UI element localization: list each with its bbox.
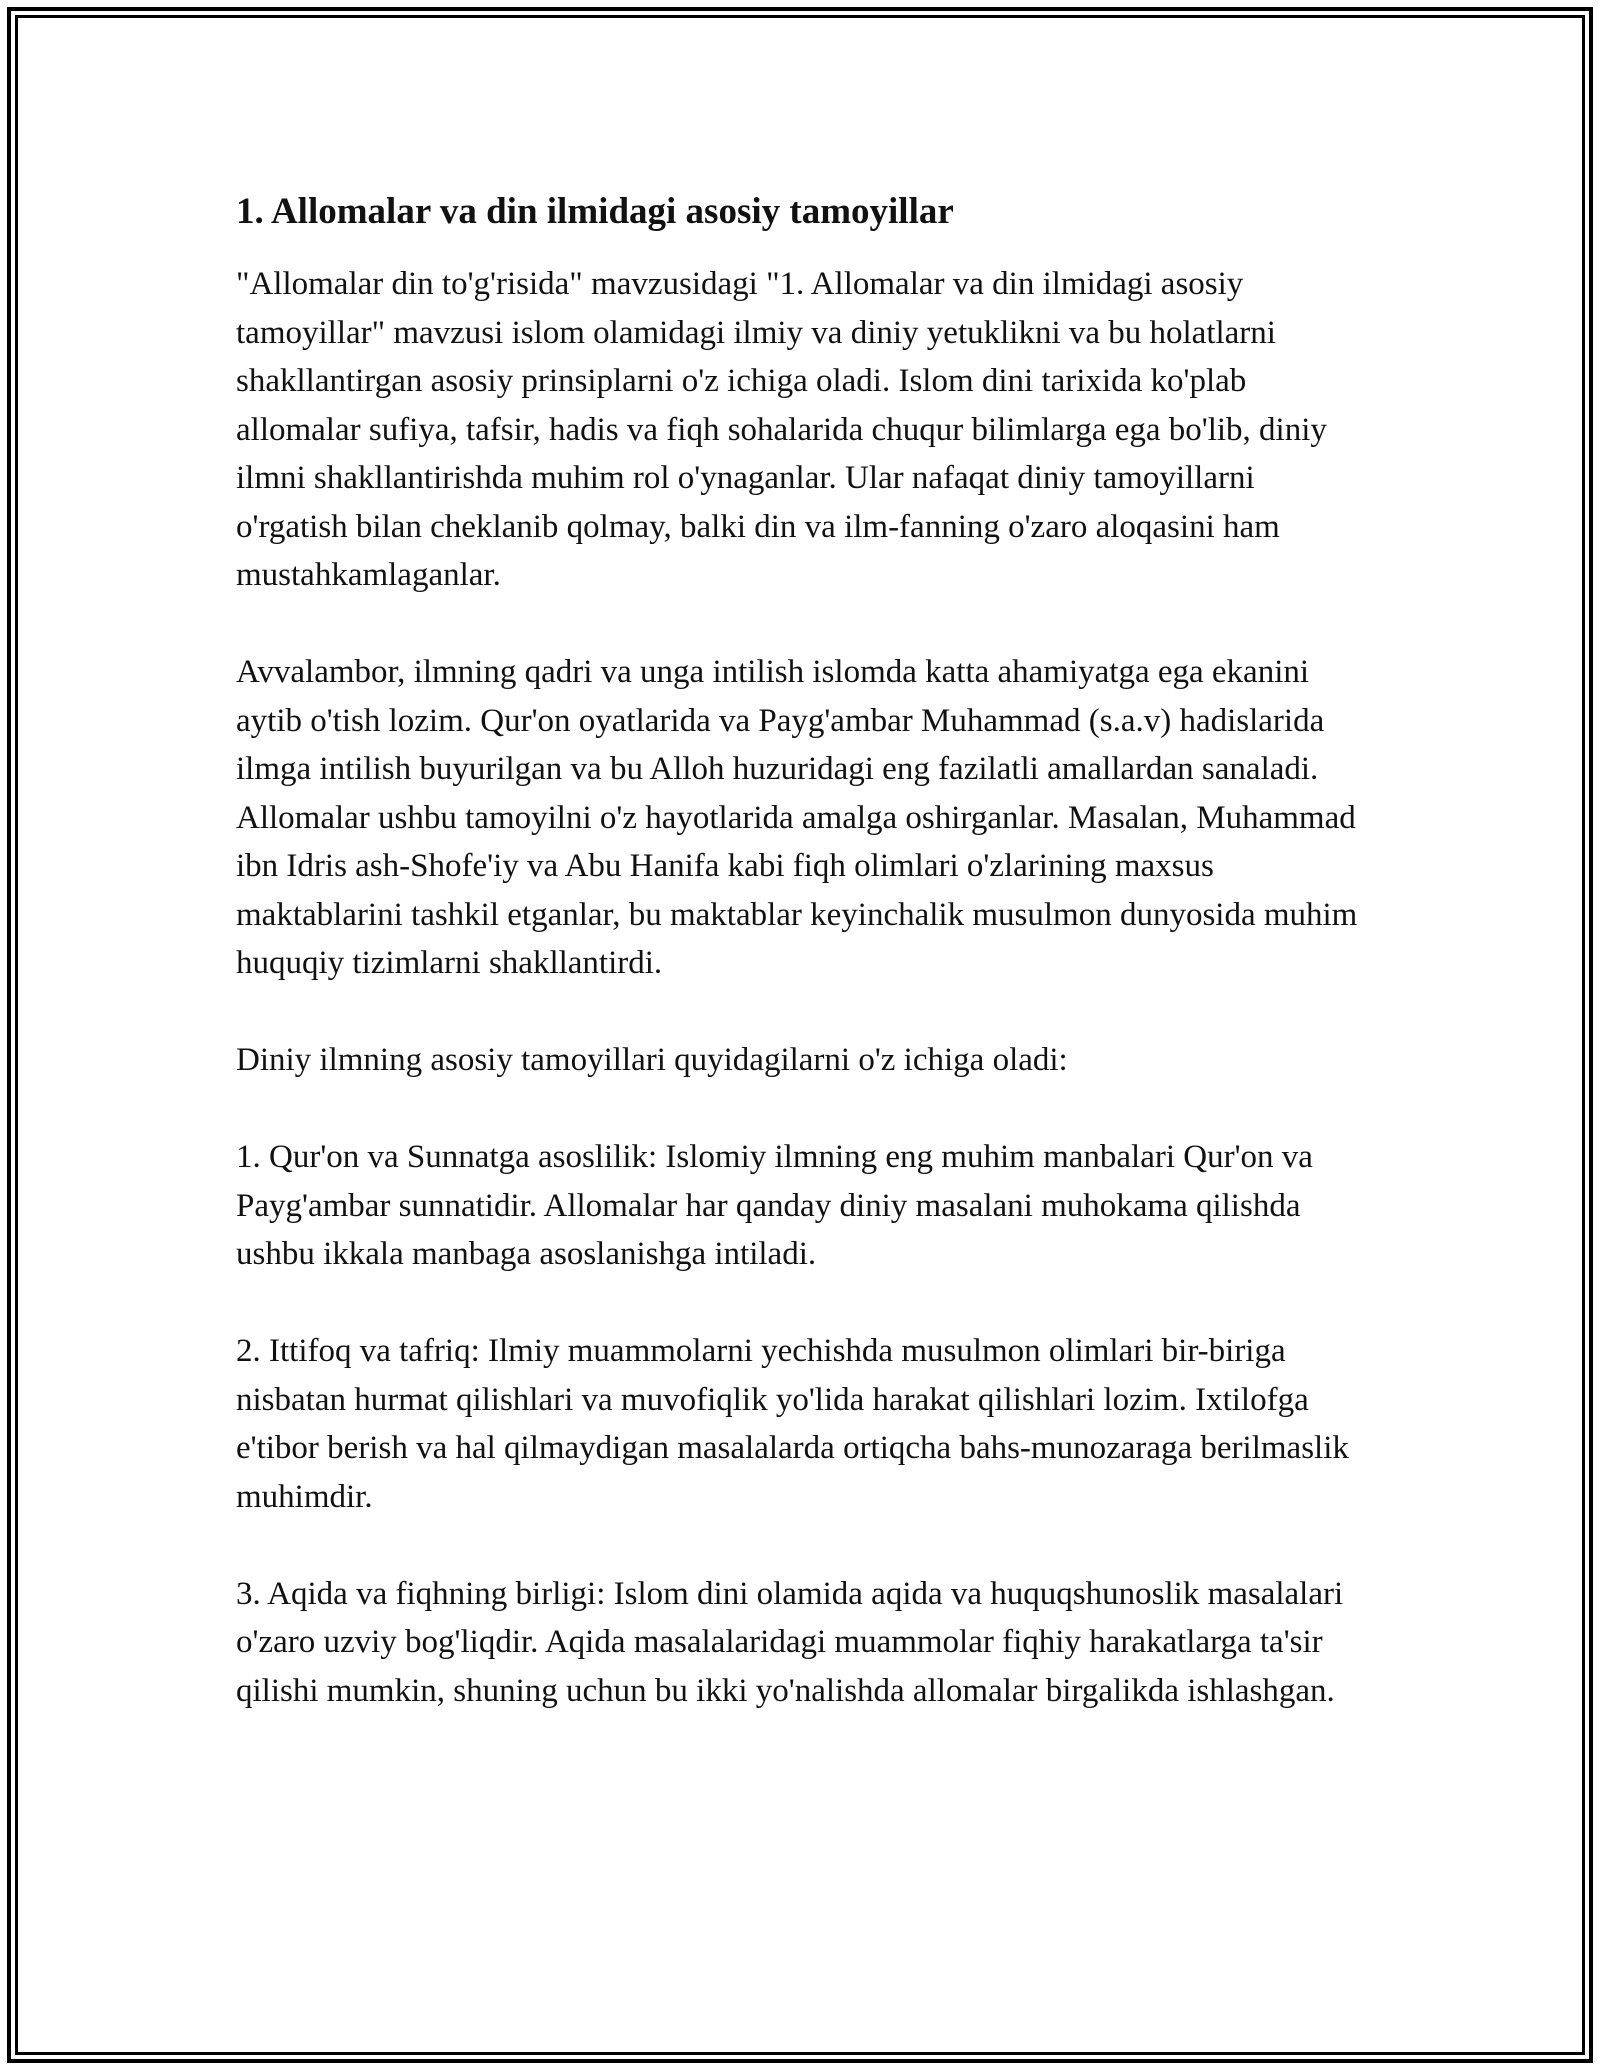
document-body [236,186,1366,1715]
section-heading: 1. Allomalar va din ilmidagi asosiy tamoyillar [236,191,954,232]
paragraph-intro: "Allomalar din to'g'risida" mavzusidagi "1. Allomalar va din ilmidagi asosiy tamoyillar" mavzusi islom olamidagi ilmiy va diniy yetuklikni va bu holatlarni shakllantirgan asosiy prinsiplarni o'z ichiga oladi. Islom dini tarixida ko'plab allomalar sufiya, tafsir, hadis va fiqh sohalarida chuqur bilimlarga ega bo'lib, diniy ilmni shakllantirishda muhim rol o'ynaganlar. Ular nafaqat diniy tamoyillarni o'rgatish bilan cheklanib qolmay, balki din va ilm-fanning o'zaro aloqasini ham mustahkamlaganlar. [236,266,1327,593]
paragraph-principles-lead: Diniy ilmning asosiy tamoyillari quyidagilarni o'z ichiga oladi: [236,1042,1068,1078]
principle-item-3: 3. Aqida va fiqhning birligi: Islom dini olamida aqida va huquqshunoslik masalalari o'zaro uzviy bog'liqdir. Aqida masalalaridagi muammolar fiqhiy harakatlarga ta'sir qilishi mumkin, shuning uchun bu ikki yo'nalishda allomalar birgalikda ishlashgan. [236,1575,1344,1709]
paragraph-knowledge-value: Avvalambor, ilmning qadri va unga intilish islomda katta ahamiyatga ega ekanini aytib o'tish lozim. Qur'on oyatlarida va Payg'ambar Muhammad (s.a.v) hadislarida ilmga intilish buyurilgan va bu Alloh huzuridagi eng fazilatli amallardan sanaladi. Allomalar ushbu tamoyilni o'z hayotlarida amalga oshirganlar. Masalan, Muhammad ibn Idris ash-Shofe'iy va Abu Hanifa kabi fiqh olimlari o'zlarining maxsus maktablarini tashkil etganlar, bu maktablar keyinchalik musulmon dunyosida muhim huquqiy tizimlarni shakllantirdi. [236,654,1358,981]
principle-item-1: 1. Qur'on va Sunnatga asoslilik: Islomiy ilmning eng muhim manbalari Qur'on va Payg'ambar sunnatidir. Allomalar har qanday diniy masalani muhokama qilishda ushbu ikkala manbaga asoslanishga intiladi. [236,1139,1313,1272]
principle-item-2: 2. Ittifoq va tafriq: Ilmiy muammolarni yechishda musulmon olimlari bir-biriga nisbatan hurmat qilishlari va muvofiqlik yo'lida harakat qilishlari lozim. Ixtilofga e'tibor berish va hal qilmaydigan masalalarda ortiqcha bahs-munozaraga berilmaslik muhimdir. [236,1333,1349,1515]
